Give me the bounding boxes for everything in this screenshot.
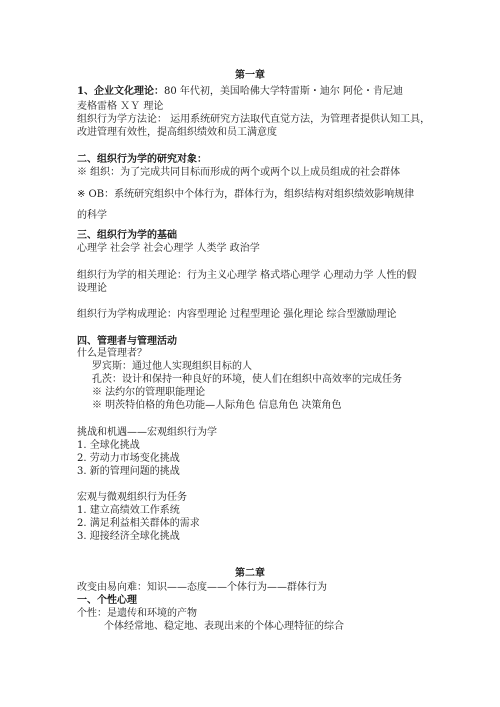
section-3-line-2: 组织行为学的相关理论：行为主义心理学 格式塔心理学 心理动力学 人性的假 <box>77 270 417 281</box>
section-4-line-4: ※ 法约尔的管理职能理论 <box>92 387 206 398</box>
section-2-line-3: 的科学 <box>77 210 107 221</box>
section-4-line-2: 罗宾斯：通过他人实现组织目标的人 <box>92 361 252 372</box>
task-item-3: 3. 迎接经济全球化挑战 <box>77 531 180 542</box>
section-1-line-4: 改进管理有效性，提高组织绩效和员工满意度 <box>77 127 277 138</box>
section-2-line-1: ※ 组织：为了完成共同目标而形成的两个或两个以上成员组成的社会群体 <box>77 167 401 178</box>
section-4-heading: 四、管理者与管理活动 <box>77 336 177 347</box>
section-4-line-3: 孔茨：设计和保持一种良好的环境，使人们在组织中高效率的完成任务 <box>92 374 402 385</box>
task-item-1: 1. 建立高绩效工作系统 <box>77 505 180 516</box>
task-item-2: 2. 满足利益相关群体的需求 <box>77 518 200 529</box>
section-3-line-1: 心理学 社会学 社会心理学 人类学 政治学 <box>77 243 260 254</box>
section-2-heading: 二、组织行为学的研究对象： <box>77 154 207 165</box>
section-1-line <box>77 86 403 98</box>
chapter-2-line-1: 改变由易向难：知识——态度——个体行为——群体行为 <box>77 582 327 593</box>
section-1-text: 80 年代初，美国哈佛大学特雷斯・迪尔 阿伦・肯尼迪 <box>163 86 404 97</box>
section-4-line-5: ※ 明茨特伯格的角色功能—人际角色 信息角色 决策角色 <box>92 400 342 411</box>
section-4-line-1: 什么是管理者？ <box>77 348 147 359</box>
section-1-line-3: 组织行为学方法论： 运用系统研究方法取代直觉方法，为管理者提供认知工具， <box>77 114 431 125</box>
task-heading: 宏观与微观组织行为任务 <box>77 492 187 503</box>
section-1-label: 1、企业文化理论： <box>77 86 164 97</box>
chapter-2-heading-1: 一、个性心理 <box>77 595 137 606</box>
challenge-heading: 挑战和机遇——宏观组织行为学 <box>77 427 217 438</box>
chapter-2-line-3: 个体经常地、稳定地、表现出来的个体心理特征的综合 <box>104 621 344 632</box>
section-3-heading: 三、组织行为学的基础 <box>77 230 177 241</box>
section-1-line-2: 麦格雷格 ＸＹ 理论 <box>77 101 164 112</box>
chapter-2-line-2: 个性：是遗传和环境的产物 <box>77 608 197 619</box>
chapter-1-title: 第一章 <box>235 70 265 81</box>
section-2-line-2: ※ OB：系统研究组织中个体行为，群体行为，组织结构对组织绩效影响规律 <box>77 189 415 200</box>
challenge-item-1: 1. 全球化挑战 <box>77 440 140 451</box>
section-3-line-3: 设理论 <box>77 283 107 294</box>
challenge-item-2: 2. 劳动力市场变化挑战 <box>77 453 180 464</box>
chapter-2-title: 第二章 <box>235 568 265 579</box>
challenge-item-3: 3. 新的管理问题的挑战 <box>77 466 180 477</box>
section-3-line-4: 组织行为学构成理论：内容型理论 过程型理论 强化理论 综合型激励理论 <box>77 309 397 320</box>
